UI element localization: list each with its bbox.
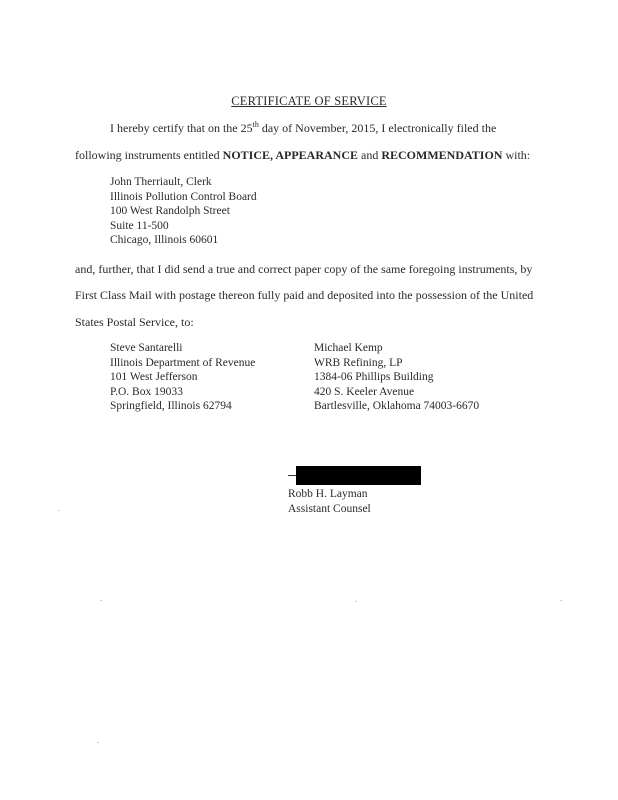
address-line: John Therriault, Clerk — [110, 176, 212, 188]
recommendation-text: RECOMMENDATION — [381, 148, 503, 162]
scan-speck — [355, 601, 357, 602]
scan-speck — [560, 600, 562, 601]
signer-name: Robb H. Layman — [288, 488, 368, 500]
clerk-address-block — [110, 175, 257, 248]
recipient-address-right — [314, 341, 479, 414]
address-line: 100 West Randolph Street — [110, 205, 230, 218]
certify-text-end: day of November, 2015, I electronically filed the — [258, 121, 497, 135]
address-line: Illinois Pollution Control Board — [110, 190, 257, 203]
ordinal-suffix: th — [252, 120, 259, 129]
scan-speck — [100, 600, 102, 601]
redacted-signature — [296, 466, 421, 485]
and-text: and — [358, 148, 382, 162]
certify-line-1 — [110, 121, 496, 136]
service-line-1: and, further, that I did send a true and correct paper copy of the same foregoing instruments, by — [75, 262, 533, 276]
address-line: Springfield, Illinois 62794 — [110, 400, 232, 413]
address-line: WRB Refining, LP — [314, 356, 403, 369]
address-line: Suite 11-500 — [110, 219, 169, 232]
address-line: Michael Kemp — [314, 342, 383, 354]
scan-speck — [58, 510, 60, 511]
address-line: Chicago, Illinois 60601 — [110, 234, 219, 247]
page-title: CERTIFICATE OF SERVICE — [231, 94, 387, 108]
address-line: 1384-06 Phillips Building — [314, 371, 434, 384]
address-line: P.O. Box 19033 — [110, 385, 183, 398]
scan-speck — [97, 742, 99, 743]
instruments-text: following instruments entitled — [75, 148, 223, 162]
with-text: with: — [502, 148, 531, 162]
recipient-address-left — [110, 341, 255, 414]
service-line-3: States Postal Service, to: — [75, 315, 194, 329]
signer-title: Assistant Counsel — [288, 502, 371, 515]
address-line: 420 S. Keeler Avenue — [314, 385, 415, 398]
service-line-2: First Class Mail with postage thereon fully paid and deposited into the possession of the United — [75, 288, 534, 302]
certify-line-2 — [75, 148, 530, 163]
address-line: 101 West Jefferson — [110, 371, 198, 384]
address-line: Steve Santarelli — [110, 342, 183, 354]
signature-block — [288, 487, 371, 516]
notice-appearance-text: NOTICE, APPEARANCE — [222, 148, 359, 162]
address-line: Illinois Department of Revenue — [110, 356, 256, 369]
address-line: Bartlesville, Oklahoma 74003-6670 — [314, 400, 480, 413]
certify-text-start: I hereby certify that on the 25 — [110, 121, 253, 135]
